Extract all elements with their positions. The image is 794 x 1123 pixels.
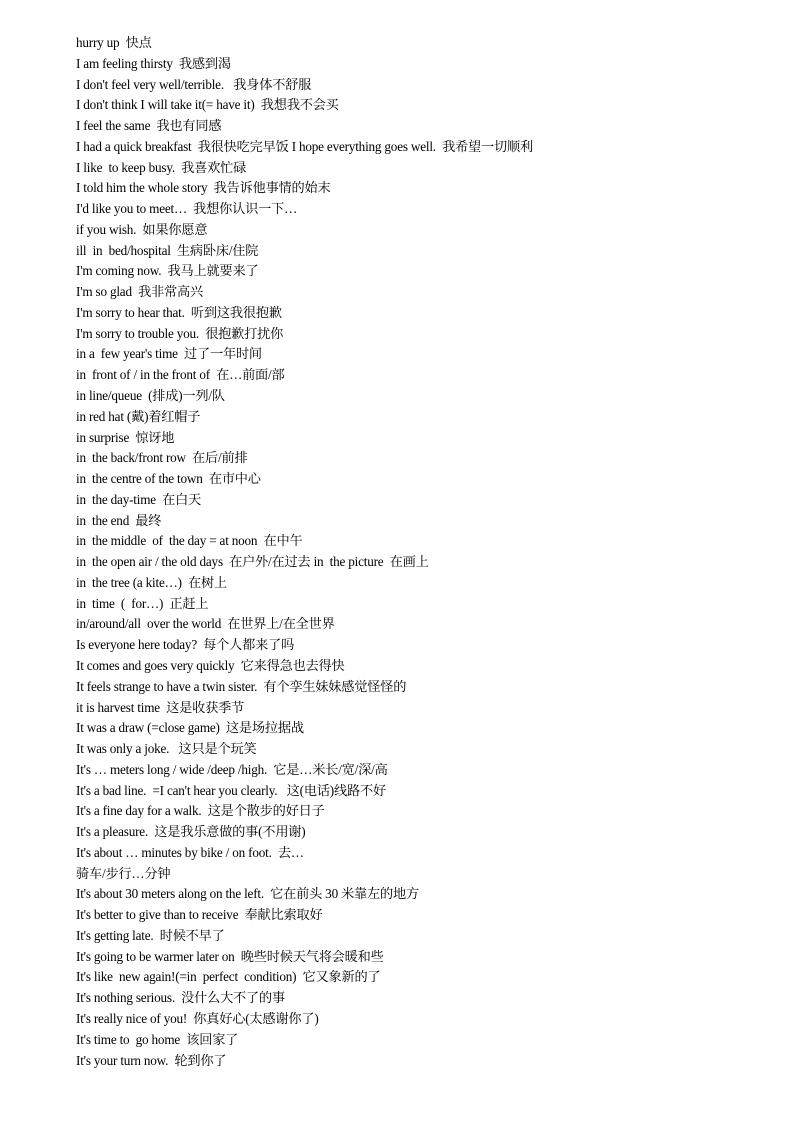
phrase-line: in the end 最终 xyxy=(76,512,162,528)
phrase-line: in red hat (戴)着红帽子 xyxy=(76,408,201,424)
phrase-line: I'm sorry to trouble you. 很抱歉打扰你 xyxy=(76,325,284,341)
phrase-line: in the open air / the old days 在户外/在过去 in the picture 在画上 xyxy=(76,554,429,570)
phrase-line: in time ( for…) 正赶上 xyxy=(76,595,209,611)
phrase-line: It's a bad line. =I can't hear you clearly. 这(电话)线路不好 xyxy=(76,782,386,798)
phrase-line: It's … meters long / wide /deep /high. 它是…米长/宽/深/高 xyxy=(76,761,388,777)
phrase-line: I had a quick breakfast 我很快吃完早饭 I hope everything goes well. 我希望一切顺利 xyxy=(76,138,533,154)
phrase-line: in the tree (a kite…) 在树上 xyxy=(76,574,227,590)
phrase-line: It's better to give than to receive 奉献比索取好 xyxy=(76,907,323,923)
phrase-line: It's a pleasure. 这是我乐意做的事(不用谢) xyxy=(76,824,306,840)
phrase-line: in a few year's time 过了一年时间 xyxy=(76,346,262,362)
phrase-line: It was a draw (=close game) 这是场拉据战 xyxy=(76,720,304,736)
phrase-line: I'm sorry to hear that. 听到这我很抱歉 xyxy=(76,304,282,320)
phrase-line: I feel the same 我也有同感 xyxy=(76,118,222,134)
phrase-line: I don't think I will take it(= have it) 我想我不会买 xyxy=(76,97,339,113)
phrase-line: It's getting late. 时候不早了 xyxy=(76,927,225,943)
phrase-line: It's your turn now. 轮到你了 xyxy=(76,1052,227,1068)
phrase-line: 骑车/步行…分钟 xyxy=(76,865,171,881)
phrase-line: in the middle of the day = at noon 在中午 xyxy=(76,533,303,549)
phrase-line: It's like new again!(=in perfect condition) 它又象新的了 xyxy=(76,969,381,985)
phrase-line: It's nothing serious. 没什么大不了的事 xyxy=(76,990,286,1006)
phrase-line: if you wish. 如果你愿意 xyxy=(76,221,208,237)
phrase-line: It's really nice of you! 你真好心(太感谢你了) xyxy=(76,1010,319,1026)
phrase-line: in line/queue (排成)一列/队 xyxy=(76,388,225,404)
phrase-line: I don't feel very well/terrible. 我身体不舒服 xyxy=(76,76,312,92)
phrase-line: in the day-time 在白天 xyxy=(76,491,202,507)
phrase-line: in the back/front row 在后/前排 xyxy=(76,450,248,466)
phrase-line: hurry up 快点 xyxy=(76,35,152,50)
phrase-line: It's a fine day for a walk. 这是个散步的好日子 xyxy=(76,803,325,819)
phrase-line: it is harvest time 这是收获季节 xyxy=(76,699,245,715)
phrase-line: ill in bed/hospital 生病卧床/住院 xyxy=(76,242,259,258)
phrase-line: I told him the whole story 我告诉他事情的始末 xyxy=(76,180,331,196)
phrase-line: It's about … minutes by bike / on foot. 去… xyxy=(76,844,304,860)
phrase-line: It was only a joke. 这只是个玩笑 xyxy=(76,741,257,757)
phrase-line: in surprise 惊讶地 xyxy=(76,429,175,445)
phrase-line: I'd like you to meet… 我想你认识一下… xyxy=(76,201,298,217)
phrase-line: It feels strange to have a twin sister. 有个孪生妹妹感觉怪怪的 xyxy=(76,678,407,694)
phrase-line: I like to keep busy. 我喜欢忙碌 xyxy=(76,159,247,175)
phrase-line: Is everyone here today? 每个人都来了吗 xyxy=(76,637,295,653)
phrase-line: in the centre of the town 在市中心 xyxy=(76,471,261,487)
phrase-line: I'm coming now. 我马上就要来了 xyxy=(76,263,259,279)
phrase-line: in front of / in the front of 在…前面/部 xyxy=(76,367,285,383)
phrase-line: in/around/all over the world 在世界上/在全世界 xyxy=(76,616,335,632)
phrase-line: I'm so glad 我非常高兴 xyxy=(76,284,203,300)
phrase-line: It's time to go home 该回家了 xyxy=(76,1031,239,1047)
phrase-list xyxy=(76,33,776,1071)
phrase-line: It comes and goes very quickly 它来得急也去得快 xyxy=(76,657,345,673)
phrase-line: It's going to be warmer later on 晚些时候天气将会暖和些 xyxy=(76,948,384,964)
phrase-line: It's about 30 meters along on the left. 它在前头 30 米靠左的地方 xyxy=(76,886,419,902)
phrase-line: I am feeling thirsty 我感到渴 xyxy=(76,55,231,71)
